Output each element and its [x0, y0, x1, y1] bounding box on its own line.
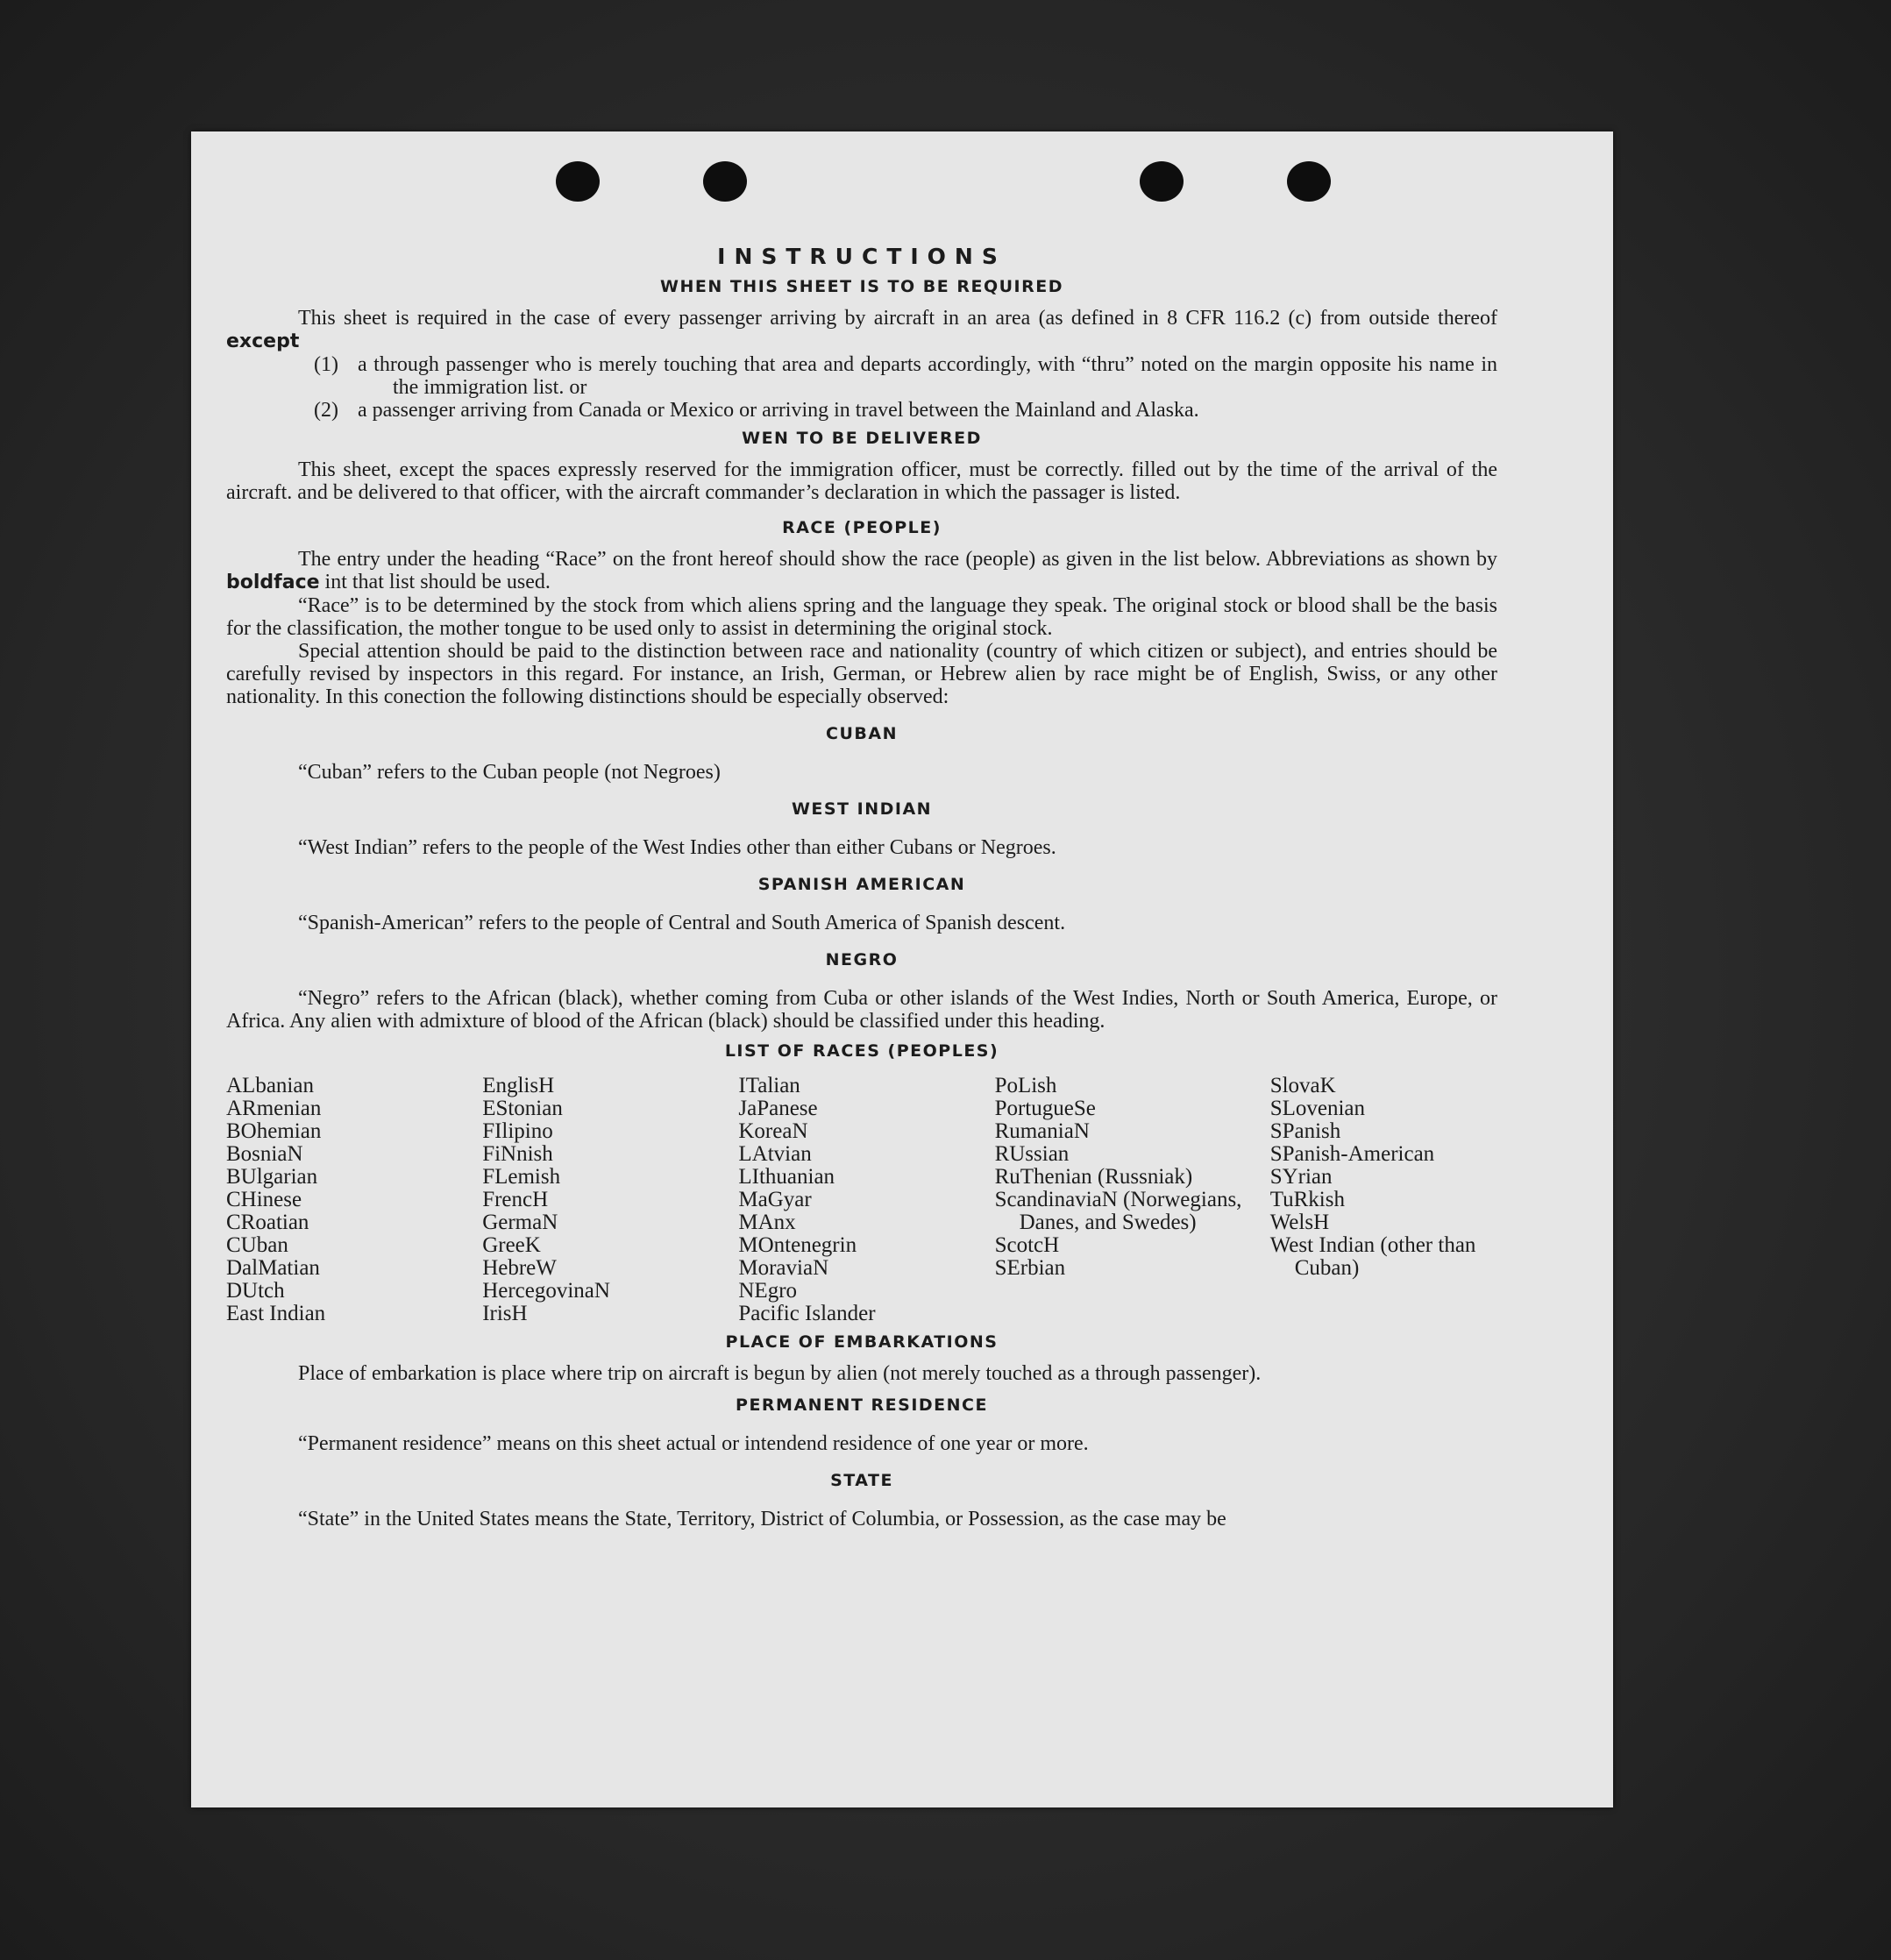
heading-cuban: CUBAN	[826, 724, 898, 743]
race-item: SPanish	[1269, 1119, 1341, 1143]
except-bold: except	[226, 330, 300, 352]
race-item: ScandinaviaN (Norwegians, Danes, and Swedes)	[994, 1188, 1242, 1234]
race-item: FiNnish	[482, 1142, 553, 1166]
heading-required: WHEN THIS SHEET IS TO BE REQUIRED	[659, 277, 1063, 296]
races-column-4	[995, 1075, 1270, 1325]
punch-hole	[703, 161, 747, 202]
race-item: PortugueSe	[994, 1097, 1096, 1120]
race-item: FIlipino	[482, 1119, 553, 1143]
race-item: HercegovinaN	[482, 1279, 610, 1303]
document-page	[191, 131, 1613, 1807]
race-item: MOntenegrin	[738, 1233, 857, 1257]
punch-hole	[556, 161, 600, 202]
race-item: TuRkish	[1269, 1188, 1345, 1211]
race-item: IrisH	[482, 1302, 528, 1325]
races-column-5	[1270, 1075, 1497, 1325]
heading-race: RACE (PEOPLE)	[782, 518, 942, 537]
race-item: DUtch	[226, 1279, 285, 1303]
race-item: West Indian (other than Cuban)	[1269, 1233, 1476, 1280]
cuban-text: “Cuban” refers to the Cuban people (not Negroes)	[298, 761, 721, 784]
punch-hole	[1287, 161, 1331, 202]
race-paragraph-3: Special attention should be paid to the distinction between race and nationality (country of which citizen or subject), and entries should be carefully revised by inspectors in this regard. For instance, an Irish, German, or Hebrew alien by race might be of English, Swiss, or any other nationality. In this conection the following distinctions should be especially observed:	[226, 640, 1497, 708]
race-item: SLovenian	[1269, 1097, 1366, 1120]
race-item: SErbian	[994, 1256, 1066, 1280]
race-item: NEgro	[738, 1279, 798, 1303]
race-item: CRoatian	[226, 1211, 309, 1234]
races-column-2	[482, 1075, 738, 1325]
race-item: CHinese	[226, 1188, 302, 1211]
required-intro: This sheet is required in the case of every passenger arriving by aircraft in an area (as defined in 8 CFR 116.2 (c) from outside thereof except	[226, 307, 1497, 352]
heading-state: STATE	[830, 1471, 893, 1490]
race-item: PoLish	[994, 1074, 1057, 1097]
race-item: HebreW	[482, 1256, 557, 1280]
race-item: CUban	[226, 1233, 288, 1257]
race-item: GreeK	[482, 1233, 541, 1257]
race-paragraph-1: The entry under the heading “Race” on the front hereof should show the race (people) as given in the list below. Abbreviations as shown by boldface int that list should be used.	[226, 548, 1497, 593]
race-item: BOhemian	[226, 1119, 322, 1143]
race-item: JaPanese	[738, 1097, 818, 1120]
negro-text: “Negro” refers to the African (black), whether coming from Cuba or other islands of the West Indies, North or South America, Europe, or Africa. Any alien with admixture of blood of the African (black) should be classified under this heading.	[226, 987, 1497, 1033]
document-content	[226, 245, 1497, 1530]
heading-delivered: WEN TO BE DELIVERED	[742, 429, 982, 448]
race-paragraph-2: “Race” is to be determined by the stock from which aliens spring and the language they speak. The original stock or blood shall be the basis for the classification, the mother tongue to be used only to assist in determining the original stock.	[226, 594, 1497, 640]
heading-embarkation: PLACE OF EMBARKATIONS	[725, 1332, 999, 1352]
race-item: MAnx	[738, 1211, 796, 1234]
heading-residence: PERMANENT RESIDENCE	[736, 1395, 988, 1415]
punch-hole	[1140, 161, 1184, 202]
state-text: “State” in the United States means the State, Territory, District of Columbia, or Possession, as the case may be	[298, 1508, 1226, 1530]
west-indian-text: “West Indian” refers to the people of the West Indies other than either Cubans or Negroes.	[298, 836, 1056, 859]
race-item: RuThenian (Russniak)	[994, 1165, 1193, 1189]
race-item: FLemish	[482, 1165, 561, 1189]
race-item: East Indian	[226, 1302, 326, 1325]
race-item: FrencH	[482, 1188, 549, 1211]
race-item: GermaN	[482, 1211, 558, 1234]
required-item-1: (1) a through passenger who is merely touching that area and departs accordingly, with “thru” noted on the margin opposite his name in the immigration list. or	[314, 353, 1497, 399]
race-item: ALbanian	[226, 1074, 314, 1097]
required-item-2: (2) a passenger arriving from Canada or Mexico or arriving in travel between the Mainland and Alaska.	[314, 399, 1199, 422]
heading-negro: NEGRO	[825, 950, 899, 969]
boldface-bold: boldface	[226, 572, 320, 593]
race-item: ITalian	[738, 1074, 800, 1097]
race-item: LAtvian	[738, 1142, 812, 1166]
race-item: LIthuanian	[738, 1165, 835, 1189]
heading-spanish-american: SPANISH AMERICAN	[757, 875, 966, 894]
race-item: EStonian	[482, 1097, 563, 1120]
races-column-1	[226, 1075, 482, 1325]
document-title: INSTRUCTIONS	[717, 244, 1006, 269]
race-item: SlovaK	[1269, 1074, 1336, 1097]
race-item: MaGyar	[738, 1188, 812, 1211]
heading-west-indian: WEST INDIAN	[791, 799, 933, 819]
race-item: RumaniaN	[994, 1119, 1090, 1143]
race-item: SYrian	[1269, 1165, 1333, 1189]
race-item: MoraviaN	[738, 1256, 829, 1280]
delivered-text: This sheet, except the spaces expressly reserved for the immigration officer, must be correctly. filled out by the time of the arrival of the aircraft. and be delivered to that officer, with the aircraft commander’s declaration in which the passager is listed.	[226, 458, 1497, 504]
race-item: DalMatian	[226, 1256, 320, 1280]
race-item: ScotcH	[994, 1233, 1060, 1257]
races-column-3	[738, 1075, 994, 1325]
race-item: SPanish-American	[1269, 1142, 1435, 1166]
race-item: BosniaN	[226, 1142, 303, 1166]
race-item: Pacific Islander	[738, 1302, 876, 1325]
race-item: RUssian	[994, 1142, 1070, 1166]
embarkation-text: Place of embarkation is place where trip on aircraft is begun by alien (not merely touched as a through passenger).	[298, 1362, 1262, 1385]
residence-text: “Permanent residence” means on this sheet actual or intendend residence of one year or more.	[298, 1432, 1089, 1455]
heading-races-list: LIST OF RACES (PEOPLES)	[724, 1041, 999, 1061]
race-item: KoreaN	[738, 1119, 808, 1143]
race-item: EnglisH	[482, 1074, 555, 1097]
race-item: WelsH	[1269, 1211, 1330, 1234]
race-item: ARmenian	[226, 1097, 322, 1120]
race-item: BUlgarian	[226, 1165, 318, 1189]
races-list	[226, 1075, 1497, 1325]
spanish-american-text: “Spanish-American” refers to the people of Central and South America of Spanish descent.	[298, 912, 1066, 934]
